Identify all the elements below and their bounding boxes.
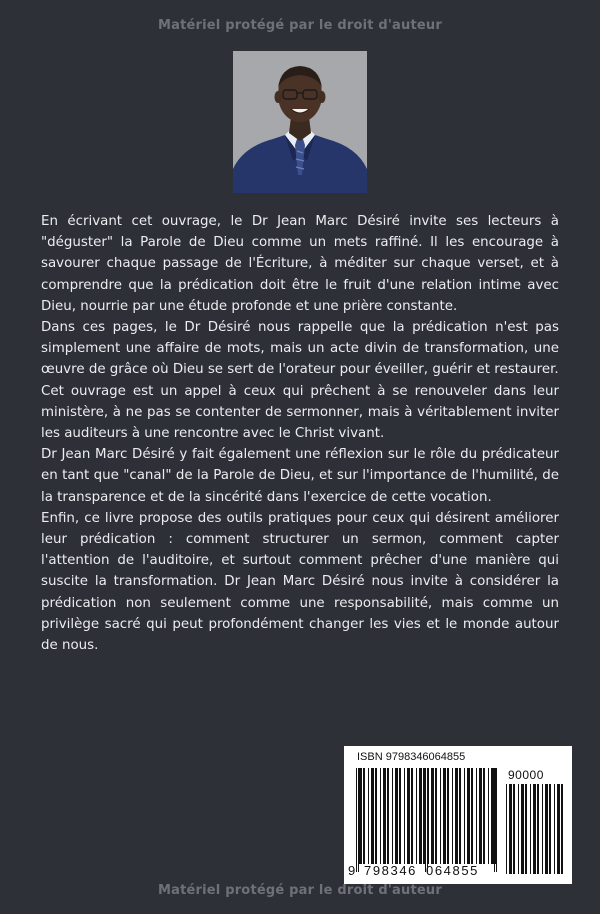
barcode-bar [359, 768, 362, 864]
barcode-bar [371, 768, 374, 864]
barcode-bar [545, 784, 548, 874]
barcode-bar [428, 768, 429, 864]
barcode-bar [387, 768, 389, 864]
barcode-bar [383, 768, 386, 864]
barcode-bar [561, 784, 563, 874]
barcode-bar [375, 768, 377, 864]
barcode-bar [537, 784, 539, 874]
barcode-bar [443, 768, 446, 864]
barcode-bar [554, 784, 555, 874]
barcode-bar [521, 784, 524, 874]
barcode-bar [395, 768, 398, 864]
barcode-guard-bar [356, 768, 357, 872]
barcode-bar [533, 784, 536, 874]
barcode-bar [467, 768, 470, 864]
barcode-bar [452, 768, 453, 864]
barcode-bar [447, 768, 449, 864]
description-paragraph-4: Dr Jean Marc Désiré y fait également une réflexion sur le rôle du prédicateur en tant que "canal" de la Parole de Dieu, et sur l'importance de l'humilité, de la transparence et de la sincérité dans l'exercice de cette vocation. [41, 447, 559, 505]
barcode-digits [344, 863, 572, 881]
barcode-digits-left: 798346 [364, 863, 417, 878]
barcode-guard-bar [358, 768, 359, 872]
description-paragraph-1: En écrivant cet ouvrage, le Dr Jean Marc Désiré invite ses lecteurs à "déguster" la Parole de Dieu comme un mets raffiné. Il les encourage à savourer chaque passage de l'Écriture, à méditer sur chaque verset, et à comprendre que la prédication doit être le fruit d'une relation intime avec Dieu, nourrie par une étude profonde et une prière constante. [41, 214, 559, 314]
barcode-bar [392, 768, 393, 864]
barcode-bar [491, 768, 494, 864]
barcode-bar [518, 784, 519, 874]
author-photo [233, 51, 367, 193]
barcode-bar [455, 768, 458, 864]
description-paragraph-2: Dans ces pages, le Dr Désiré nous rappelle que la prédication n'est pas simplement une affaire de mots, mais un acte divin de transformation, une œuvre de grâce où Dieu se sert de l'orateur pour éveiller, guérir et restaurer. [41, 320, 559, 378]
barcode-bar [476, 768, 477, 864]
barcode-bar [440, 768, 441, 864]
barcode-bar [399, 768, 401, 864]
description-paragraph-3: Cet ouvrage est un appel à ceux qui prêchent à se renouveler dans leur ministère, à ne pas se contenter de sermonner, mais à véritablement inviter les auditeurs à une rencontre avec le Christ vivant. [41, 383, 559, 442]
barcode-bar [464, 768, 465, 864]
barcode-bar [513, 784, 515, 874]
barcode-bar [423, 768, 425, 864]
barcode-bar [509, 784, 512, 874]
barcode-bar [380, 768, 381, 864]
barcode-bar [557, 784, 560, 874]
barcode-guard-bar [427, 768, 428, 872]
barcode-bar [483, 768, 485, 864]
barcode-bar [549, 784, 551, 874]
barcode-bar [471, 768, 473, 864]
barcode-bar [459, 768, 461, 864]
barcode-bar [407, 768, 410, 864]
back-cover-description [41, 211, 559, 656]
barcode-bar [479, 768, 482, 864]
barcode-bar [368, 768, 369, 864]
barcode-bar [419, 768, 422, 864]
barcode-bar [416, 768, 417, 864]
barcode-bar [411, 768, 413, 864]
copyright-watermark-bottom: Matériel protégé par le droit d'auteur [157, 883, 442, 898]
barcode-bar [404, 768, 405, 864]
barcode-digits-right: 064855 [426, 863, 479, 878]
isbn-barcode [344, 746, 572, 884]
barcode-bar [431, 768, 434, 864]
barcode-bar [435, 768, 437, 864]
barcode-bar [363, 768, 365, 864]
barcode-bar [542, 784, 543, 874]
barcode-guard-bar [494, 768, 495, 872]
barcode-bar [506, 784, 507, 874]
barcode-guard-bar [496, 768, 497, 872]
author-portrait-image [233, 51, 367, 193]
isbn-label: ISBN 9798346064855 [357, 751, 466, 763]
barcode-guard-bar [425, 768, 426, 872]
barcode-bar [525, 784, 527, 874]
barcode-bar [495, 768, 496, 864]
barcode-bar [488, 768, 489, 864]
description-paragraph-5: Enfin, ce livre propose des outils pratiques pour ceux qui désirent améliorer leur prédication : comment structurer un sermon, comment capter l'attention de l'auditoire, et surtout comment prêcher d'une manière qui suscite la transformation. Dr Jean Marc Désiré nous invite à considérer la prédication non seulement comme une responsabilité, mais comme un privilège sacré qui peut profondément changer les vies et le monde autour de nous. [41, 510, 559, 654]
barcode-bar [530, 784, 531, 874]
barcode-digit-first: 9 [348, 863, 356, 878]
copyright-watermark-top: Matériel protégé par le droit d'auteur [157, 18, 442, 33]
price-code: 90000 [508, 768, 544, 782]
